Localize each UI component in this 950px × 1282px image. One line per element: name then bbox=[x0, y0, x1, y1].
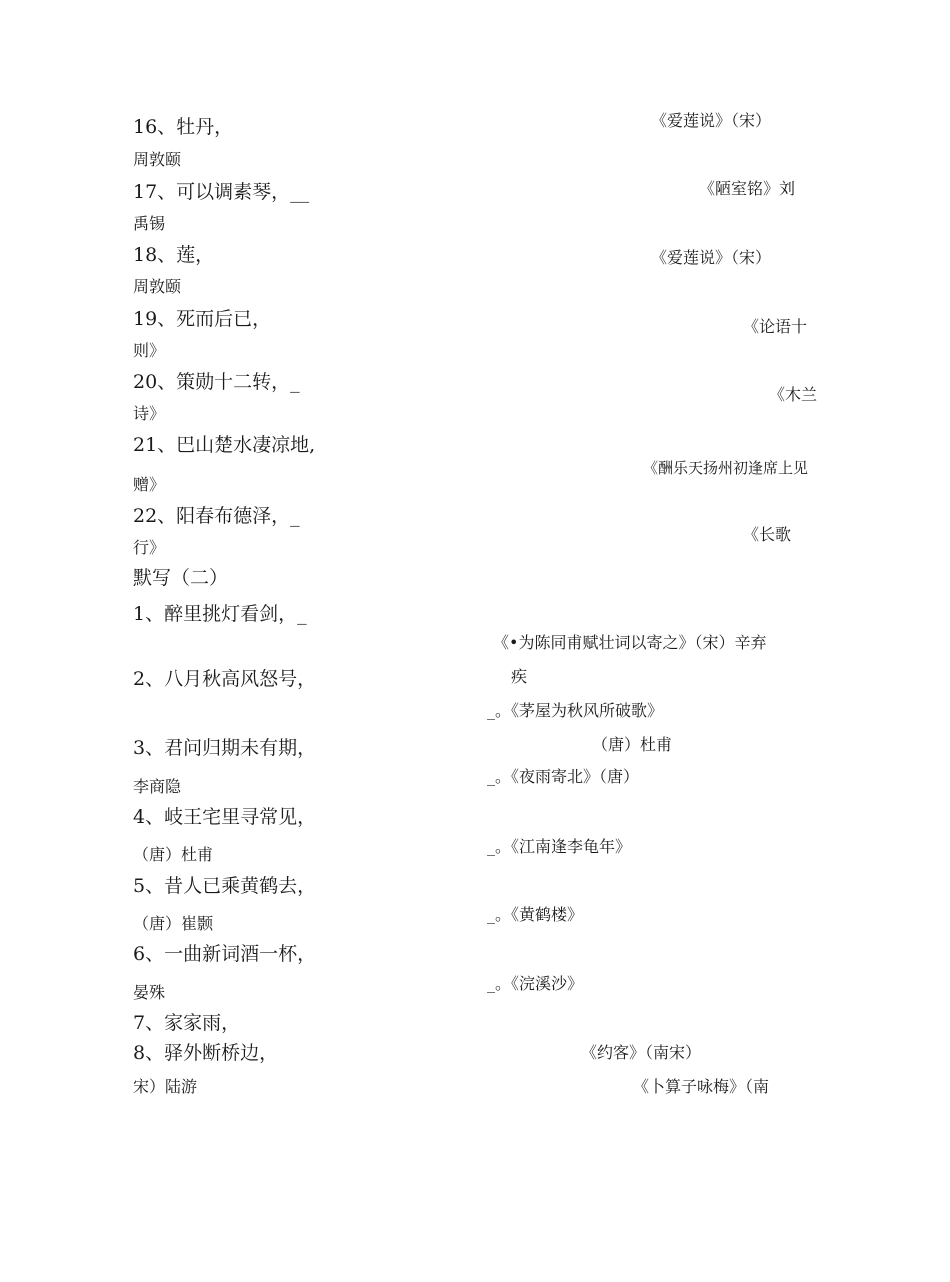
q16-line: 16、牡丹， bbox=[133, 116, 234, 138]
q17-source: 《陋室铭》刘 bbox=[699, 179, 796, 198]
p2-q4-line: 4、岐王宅里寻常见， bbox=[133, 806, 317, 828]
p2-q2-line: 2、八月秋高风怒号， bbox=[133, 668, 317, 690]
p2-q3-source: _。《夜雨寄北》（唐） bbox=[487, 767, 640, 786]
q18-source: 《爱莲说》（宋） bbox=[651, 248, 772, 267]
p2-q2-cont: （唐）杜甫 bbox=[592, 735, 673, 754]
p2-q3-cont: 李商隐 bbox=[133, 777, 182, 796]
q17-line: 17、可以调素琴，__ bbox=[133, 181, 310, 203]
q17-cont: 禹锡 bbox=[133, 214, 166, 233]
p2-q5-source: _。《黄鹤楼》 bbox=[487, 905, 584, 924]
p2-q6-cont: 晏殊 bbox=[133, 983, 166, 1002]
p2-q8-line: 8、驿外断桥边， bbox=[133, 1042, 279, 1064]
p2-q7-line: 7、家家雨， bbox=[133, 1012, 241, 1034]
p2-q1-cont: 疾 bbox=[511, 667, 528, 686]
q22-cont: 行》 bbox=[133, 538, 166, 557]
p2-q4-source: _。《江南逢李龟年》 bbox=[487, 837, 632, 856]
q22-source: 《长歌 bbox=[743, 525, 792, 544]
p2-q6-line: 6、一曲新词酒一杯， bbox=[133, 943, 317, 965]
q18-cont: 周敦颐 bbox=[133, 277, 182, 296]
q20-cont: 诗》 bbox=[133, 404, 166, 423]
q18-line: 18、莲， bbox=[133, 244, 215, 266]
q21-cont: 赠》 bbox=[133, 475, 166, 494]
q19-line: 19、死而后已， bbox=[133, 308, 272, 330]
q16-cont: 周敦颐 bbox=[133, 150, 182, 169]
p2-q1-line: 1、醉里挑灯看剑，_ bbox=[133, 603, 307, 625]
p2-q2-source: _。《茅屋为秋风所破歌》 bbox=[487, 701, 664, 720]
q20-source: 《木兰 bbox=[769, 385, 818, 404]
p2-q7-source: 《约客》（南宋） bbox=[581, 1043, 702, 1062]
p2-q4-cont: （唐）杜甫 bbox=[133, 845, 214, 864]
section-heading: 默写（二） bbox=[133, 567, 229, 589]
p2-q5-line: 5、昔人已乘黄鹤去， bbox=[133, 875, 317, 897]
p2-q1-source: 《•为陈同甫赋壮词以寄之》（宋）辛弃 bbox=[493, 633, 767, 652]
q22-line: 22、阳春布德泽，_ bbox=[133, 505, 300, 527]
q20-line: 20、策勋十二转，_ bbox=[133, 371, 300, 393]
q16-source: 《爱莲说》（宋） bbox=[651, 111, 772, 130]
q19-source: 《论语十 bbox=[743, 317, 808, 336]
p2-q6-source: _。《浣溪沙》 bbox=[487, 974, 584, 993]
q21-source: 《酬乐天扬州初逢席上见 bbox=[643, 459, 809, 477]
p2-q5-cont: （唐）崔颢 bbox=[133, 914, 214, 933]
p2-q3-line: 3、君问归期未有期， bbox=[133, 737, 317, 759]
q21-line: 21、巴山楚水凄凉地, bbox=[133, 434, 316, 456]
p2-q8-source: 《卜算子咏梅》（南 bbox=[633, 1077, 770, 1096]
q19-cont: 则》 bbox=[133, 341, 166, 360]
p2-q8-cont: 宋）陆游 bbox=[133, 1077, 198, 1096]
